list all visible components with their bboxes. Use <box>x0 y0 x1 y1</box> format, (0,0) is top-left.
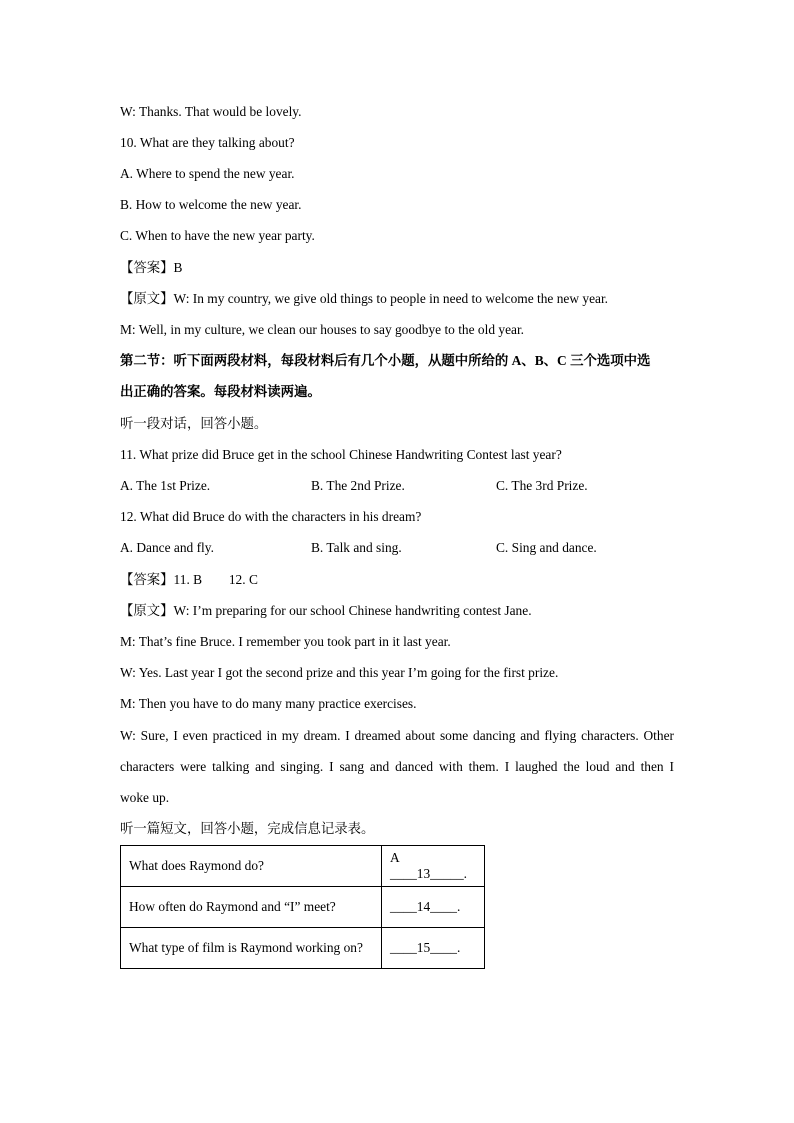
table-answer-blank-14: ____14____. <box>382 887 485 928</box>
transcript-line5: W: Sure, I even practiced in my dream. I dreamed about some dancing and flying characters. Other <box>120 728 674 743</box>
section-2-instructions-line1: 第二节：听下面两段材料，每段材料后有几个小题，从题中所给的 A、B、C 三个选项中选 <box>120 353 651 368</box>
transcript-line7: woke up. <box>120 790 170 805</box>
question-10: 10. What are they talking about? <box>120 135 295 150</box>
passage-intro: 听一篇短文，回答小题，完成信息记录表。 <box>120 821 375 836</box>
table-answer-blank-13: A ____13_____. <box>382 846 485 887</box>
dialogue-intro: 听一段对话，回答小题。 <box>120 416 268 431</box>
table-row <box>121 928 485 969</box>
answer-11-12: 【答案】11. B 12. C <box>120 572 258 587</box>
option-12b: B. Talk and sing. <box>311 540 402 555</box>
option-12a: A. Dance and fly. <box>120 540 214 555</box>
transcript-line4: M: Then you have to do many many practice exercises. <box>120 696 417 711</box>
info-record-table <box>120 845 485 969</box>
table-question-cell: What type of film is Raymond working on? <box>121 928 382 969</box>
option-11c: C. The 3rd Prize. <box>496 478 588 493</box>
transcript-line6: characters were talking and singing. I sang and danced with them. I laughed the loud and then I <box>120 759 674 774</box>
option-10a: A. Where to spend the new year. <box>120 166 295 181</box>
section-2-instructions-line2: 出正确的答案。每段材料读两遍。 <box>120 384 321 399</box>
transcript-10-line2: M: Well, in my culture, we clean our houses to say goodbye to the old year. <box>120 322 525 337</box>
answer-10: 【答案】B <box>120 260 183 275</box>
transcript-line1: 【原文】W: I’m preparing for our school Chinese handwriting contest Jane. <box>120 603 532 618</box>
option-10c: C. When to have the new year party. <box>120 228 315 243</box>
transcript-10-line1: 【原文】W: In my country, we give old things to people in need to welcome the new year. <box>120 291 609 306</box>
table-question-cell: What does Raymond do? <box>121 846 382 887</box>
transcript-line2: M: That’s fine Bruce. I remember you took part in it last year. <box>120 634 451 649</box>
option-12c: C. Sing and dance. <box>496 540 597 555</box>
option-10b: B. How to welcome the new year. <box>120 197 302 212</box>
option-11b: B. The 2nd Prize. <box>311 478 405 493</box>
table-answer-blank-15: ____15____. <box>382 928 485 969</box>
table-row <box>121 887 485 928</box>
dialogue-line: W: Thanks. That would be lovely. <box>120 104 302 119</box>
option-11a: A. The 1st Prize. <box>120 478 211 493</box>
transcript-line3: W: Yes. Last year I got the second prize and this year I’m going for the first prize. <box>120 665 559 680</box>
table-row <box>121 846 485 887</box>
question-12: 12. What did Bruce do with the characters in his dream? <box>120 509 422 524</box>
question-11: 11. What prize did Bruce get in the school Chinese Handwriting Contest last year? <box>120 447 562 462</box>
table-question-cell: How often do Raymond and “I” meet? <box>121 887 382 928</box>
